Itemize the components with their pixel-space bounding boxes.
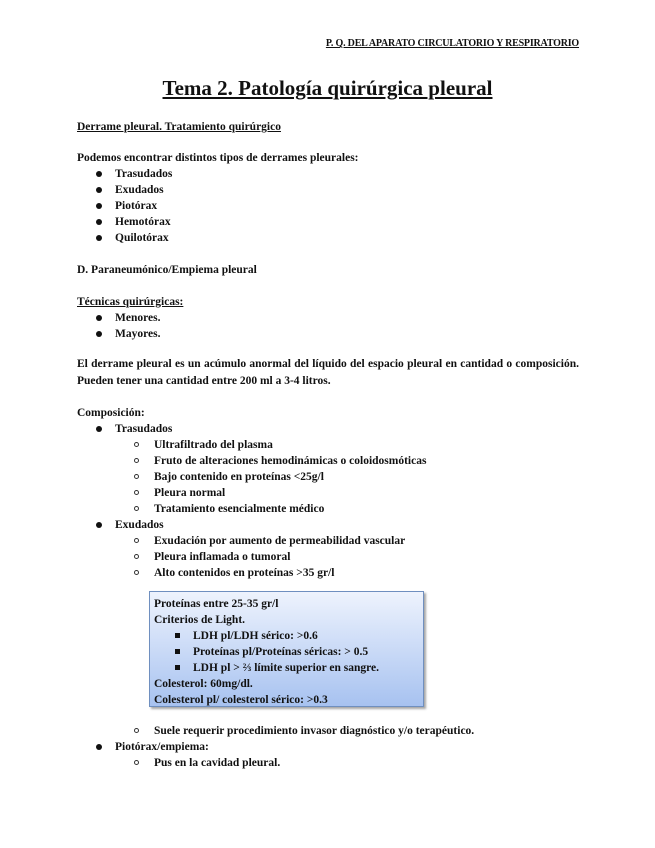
sub-list-item: Pleura normal [154,487,226,499]
sub-list-item: Pus en la cavidad pleural. [154,757,281,769]
circle-bullet-icon [134,554,139,559]
square-bullet-icon [175,633,180,638]
circle-bullet-icon [134,442,139,447]
bullet-icon [96,171,102,177]
box-line: Criterios de Light. [154,614,246,626]
bullet-icon [96,522,102,528]
list-item: Trasudados [115,168,173,180]
box-line: Colesterol: 60mg/dl. [154,678,253,690]
bullet-icon [96,331,102,337]
circle-bullet-icon [134,458,139,463]
circle-bullet-icon [134,728,139,733]
list-item: Piotórax/empiema: [115,741,209,753]
intro-text: Podemos encontrar distintos tipos de derrames pleurales: [77,152,359,164]
sub-list-item: Pleura inflamada o tumoral [154,551,291,563]
box-line: Proteínas entre 25-35 gr/l [154,598,279,610]
criteria-item: LDH pl/LDH sérico: >0.6 [193,630,318,642]
techniques-heading: Técnicas quirúrgicas: [77,296,184,308]
list-item: Exudados [115,184,164,196]
bullet-icon [96,235,102,241]
paraneumonico-text: D. Paraneumónico/Empiema pleural [77,264,257,276]
bullet-icon [96,744,102,750]
criteria-item: Proteínas pl/Proteínas séricas: > 0.5 [193,646,369,658]
circle-bullet-icon [134,570,139,575]
sub-list-item: Suele requerir procedimiento invasor diagnóstico y/o terapéutico. [154,725,475,737]
list-item: Hemotórax [115,216,171,228]
bullet-icon [96,426,102,432]
square-bullet-icon [175,649,180,654]
sub-list-item: Alto contenidos en proteínas >35 gr/l [154,567,335,579]
sub-list-item: Exudación por aumento de permeabilidad vascular [154,535,406,547]
square-bullet-icon [175,665,180,670]
list-item: Piotórax [115,200,158,212]
circle-bullet-icon [134,474,139,479]
bullet-icon [96,203,102,209]
criteria-item: LDH pl > ⅔ límite superior en sangre. [193,662,379,674]
bullet-icon [96,219,102,225]
page-title: Tema 2. Patología quirúrgica pleural [162,76,493,100]
sub-list-item: Tratamiento esencialmente médico [154,503,325,515]
circle-bullet-icon [134,506,139,511]
sub-list-item: Bajo contenido en proteínas <25g/l [154,471,324,483]
composition-heading: Composición: [77,407,145,419]
sub-list-item: Ultrafiltrado del plasma [154,439,273,451]
circle-bullet-icon [134,490,139,495]
list-item: Mayores. [115,328,161,340]
page-header: P. Q. DEL APARATO CIRCULATORIO Y RESPIRATORIO [325,38,579,49]
list-item: Trasudados [115,423,173,435]
section-heading: Derrame pleural. Tratamiento quirúrgico [77,121,281,133]
list-item: Menores. [115,312,161,324]
list-item: Exudados [115,519,164,531]
light-criteria-box [149,591,424,707]
box-line: Colesterol pl/ colesterol sérico: >0.3 [154,694,328,706]
definition-paragraph: El derrame pleural es un acúmulo anormal del líquido del espacio pleural en cantidad o composición. Pueden tener una cantidad entre 200 ml a 3-4 litros. [77,358,579,387]
circle-bullet-icon [134,538,139,543]
bullet-icon [96,315,102,321]
list-item: Quilotórax [115,232,169,244]
sub-list-item: Fruto de alteraciones hemodinámicas o coloidosmóticas [154,455,427,467]
bullet-icon [96,187,102,193]
circle-bullet-icon [134,760,139,765]
